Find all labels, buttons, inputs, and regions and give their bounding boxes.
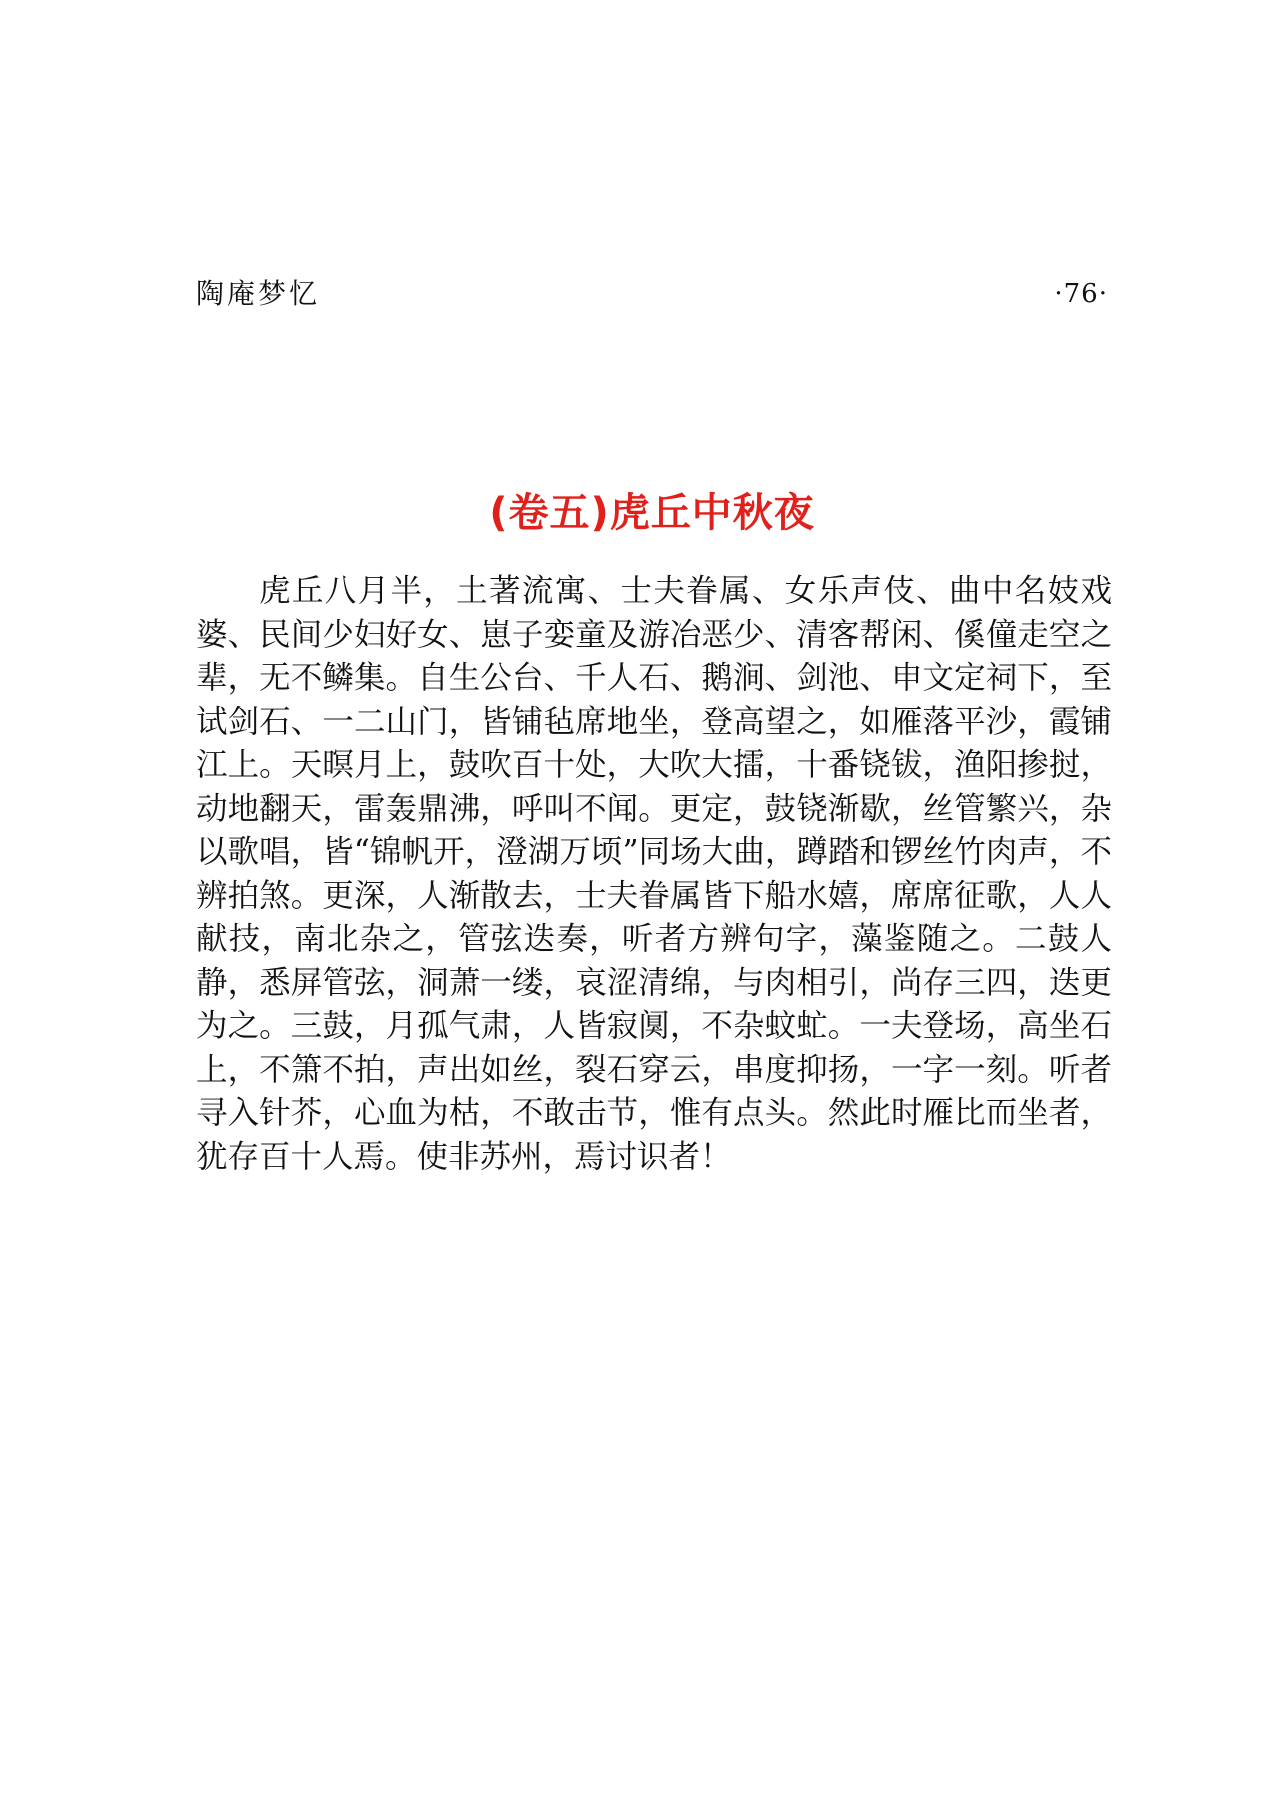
- body-paragraph: 虎丘八月半，土著流寓、士夫眷属、女乐声伎、曲中名妓戏婆、民间少妇好女、崽子娈童及游冶恶少、清客帮闲、傒僮走空之辈，无不鳞集。自生公台、千人石、鹅涧、剑池、申文定祠下，至试剑石、一二山门，皆铺毡席地坐，登高望之，如雁落平沙，霞铺江上。天暝月上，鼓吹百十处，大吹大擂，十番铙钹，渔阳掺挝，动地翻天，雷轰鼎沸，呼叫不闻。更定，鼓铙渐歇，丝管繁兴，杂以歌唱，皆“锦帆开，澄湖万顷”同场大曲，蹲踏和锣丝竹肉声，不辨拍煞。更深，人渐散去，士夫眷属皆下船水嬉，席席征歌，人人献技，南北杂之，管弦迭奏，听者方辨句字，藻鉴随之。二鼓人静，悉屏管弦，洞萧一缕，哀涩清绵，与肉相引，尚存三四，迭更为之。三鼓，月孤气肃，人皆寂阒，不杂蚊虻。一夫登场，高坐石上，不箫不拍，声出如丝，裂石穿云，串度抑扬，一字一刻。听者寻入针芥，心血为枯，不敢击节，惟有点头。然此时雁比而坐者，犹存百十人焉。使非苏州，焉讨识者！: [196, 573, 1112, 1175]
- chapter-title: (卷五)虎丘中秋夜: [489, 489, 815, 536]
- book-title: 陶庵梦忆: [196, 277, 321, 310]
- running-header: [196, 272, 1108, 316]
- page-number: ·76·: [1054, 279, 1108, 309]
